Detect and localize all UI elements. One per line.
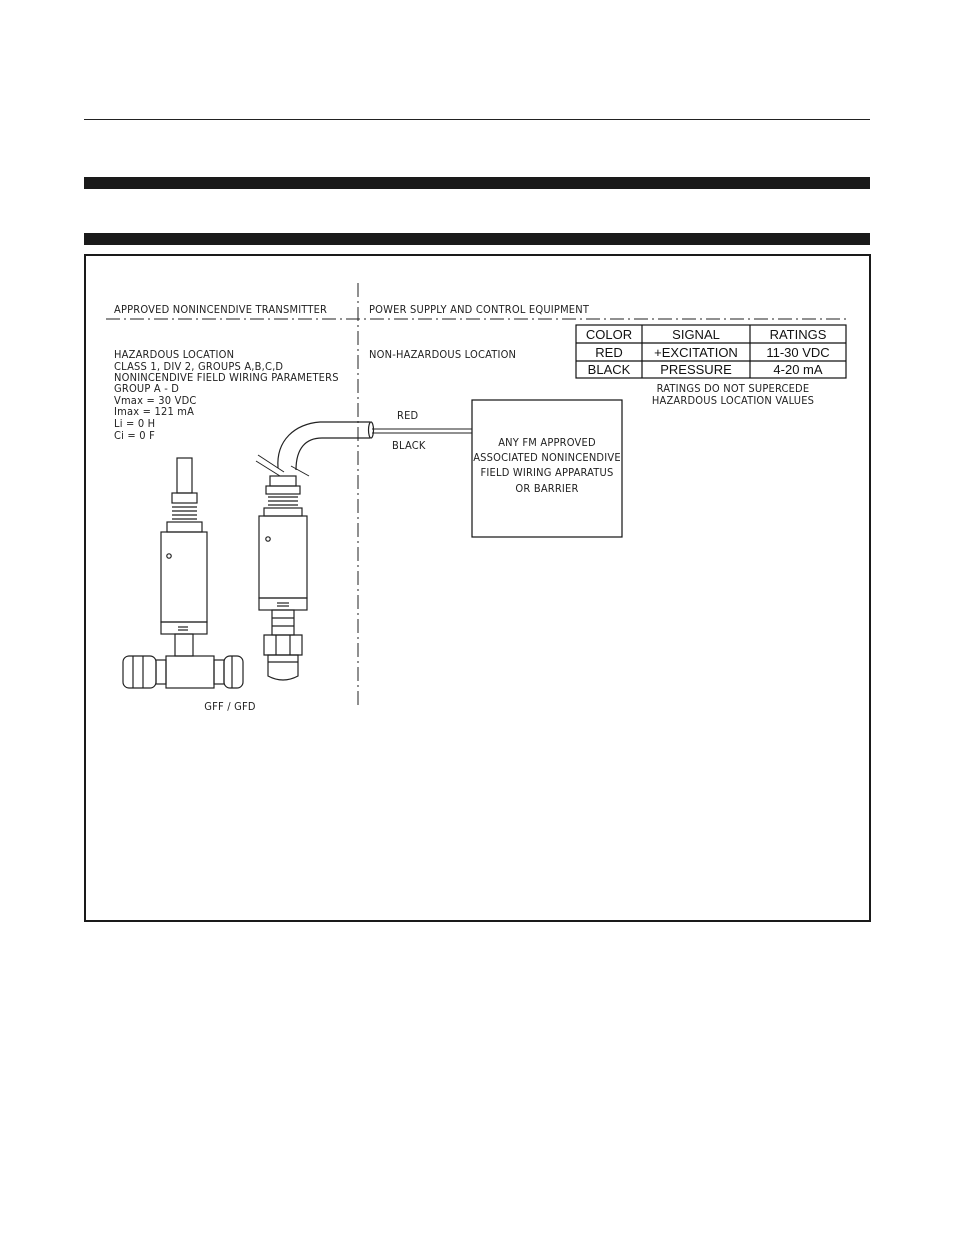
red-wire-label: RED bbox=[397, 409, 419, 422]
table-cell: PRESSURE bbox=[660, 362, 732, 377]
hazardous-line: CLASS 1, DIV 2, GROUPS A,B,C,D bbox=[114, 360, 284, 373]
table-cell: 4-20 mA bbox=[773, 362, 823, 377]
barrier-text: OR BARRIER bbox=[515, 482, 579, 495]
barrier-text: ANY FM APPROVED bbox=[498, 436, 596, 449]
hazardous-line: Li = 0 H bbox=[114, 417, 156, 430]
hazardous-line: NONINCENDIVE FIELD WIRING PARAMETERS bbox=[114, 371, 339, 384]
barrier-text: ASSOCIATED NONINCENDIVE bbox=[473, 451, 621, 464]
cable bbox=[256, 422, 374, 476]
table-cell: RED bbox=[595, 345, 623, 360]
table-cell: +EXCITATION bbox=[654, 345, 738, 360]
black-wire-label: BLACK bbox=[392, 439, 426, 452]
ratings-note: HAZARDOUS LOCATION VALUES bbox=[651, 394, 815, 407]
device-label: GFF / GFD bbox=[204, 700, 256, 713]
right-header: POWER SUPPLY AND CONTROL EQUIPMENT bbox=[369, 303, 590, 316]
ratings-note: RATINGS DO NOT SUPERCEDE bbox=[656, 382, 810, 395]
hazardous-line: Ci = 0 F bbox=[114, 429, 155, 442]
hazardous-line: GROUP A - D bbox=[114, 382, 180, 395]
table-header-color: COLOR bbox=[585, 327, 633, 342]
table-header-signal: SIGNAL bbox=[672, 327, 720, 342]
hazardous-location-block bbox=[114, 348, 339, 442]
hazardous-line: Imax = 121 mA bbox=[114, 405, 195, 418]
left-header: APPROVED NONINCENDIVE TRANSMITTER bbox=[114, 303, 328, 316]
table-cell: 11-30 VDC bbox=[766, 345, 830, 360]
hazardous-line: HAZARDOUS LOCATION bbox=[114, 348, 235, 361]
table-cell: BLACK bbox=[587, 362, 631, 377]
pressure-transmitter-icon bbox=[259, 476, 307, 680]
flow-transmitter-icon bbox=[123, 458, 243, 688]
table-header-ratings: RATINGS bbox=[769, 327, 827, 342]
non-hazardous-label: NON-HAZARDOUS LOCATION bbox=[369, 348, 517, 361]
barrier-box bbox=[472, 400, 622, 537]
hazardous-line: Vmax = 30 VDC bbox=[114, 394, 197, 407]
barrier-text: FIELD WIRING APPARATUS bbox=[480, 466, 614, 479]
ratings-table bbox=[576, 325, 846, 378]
